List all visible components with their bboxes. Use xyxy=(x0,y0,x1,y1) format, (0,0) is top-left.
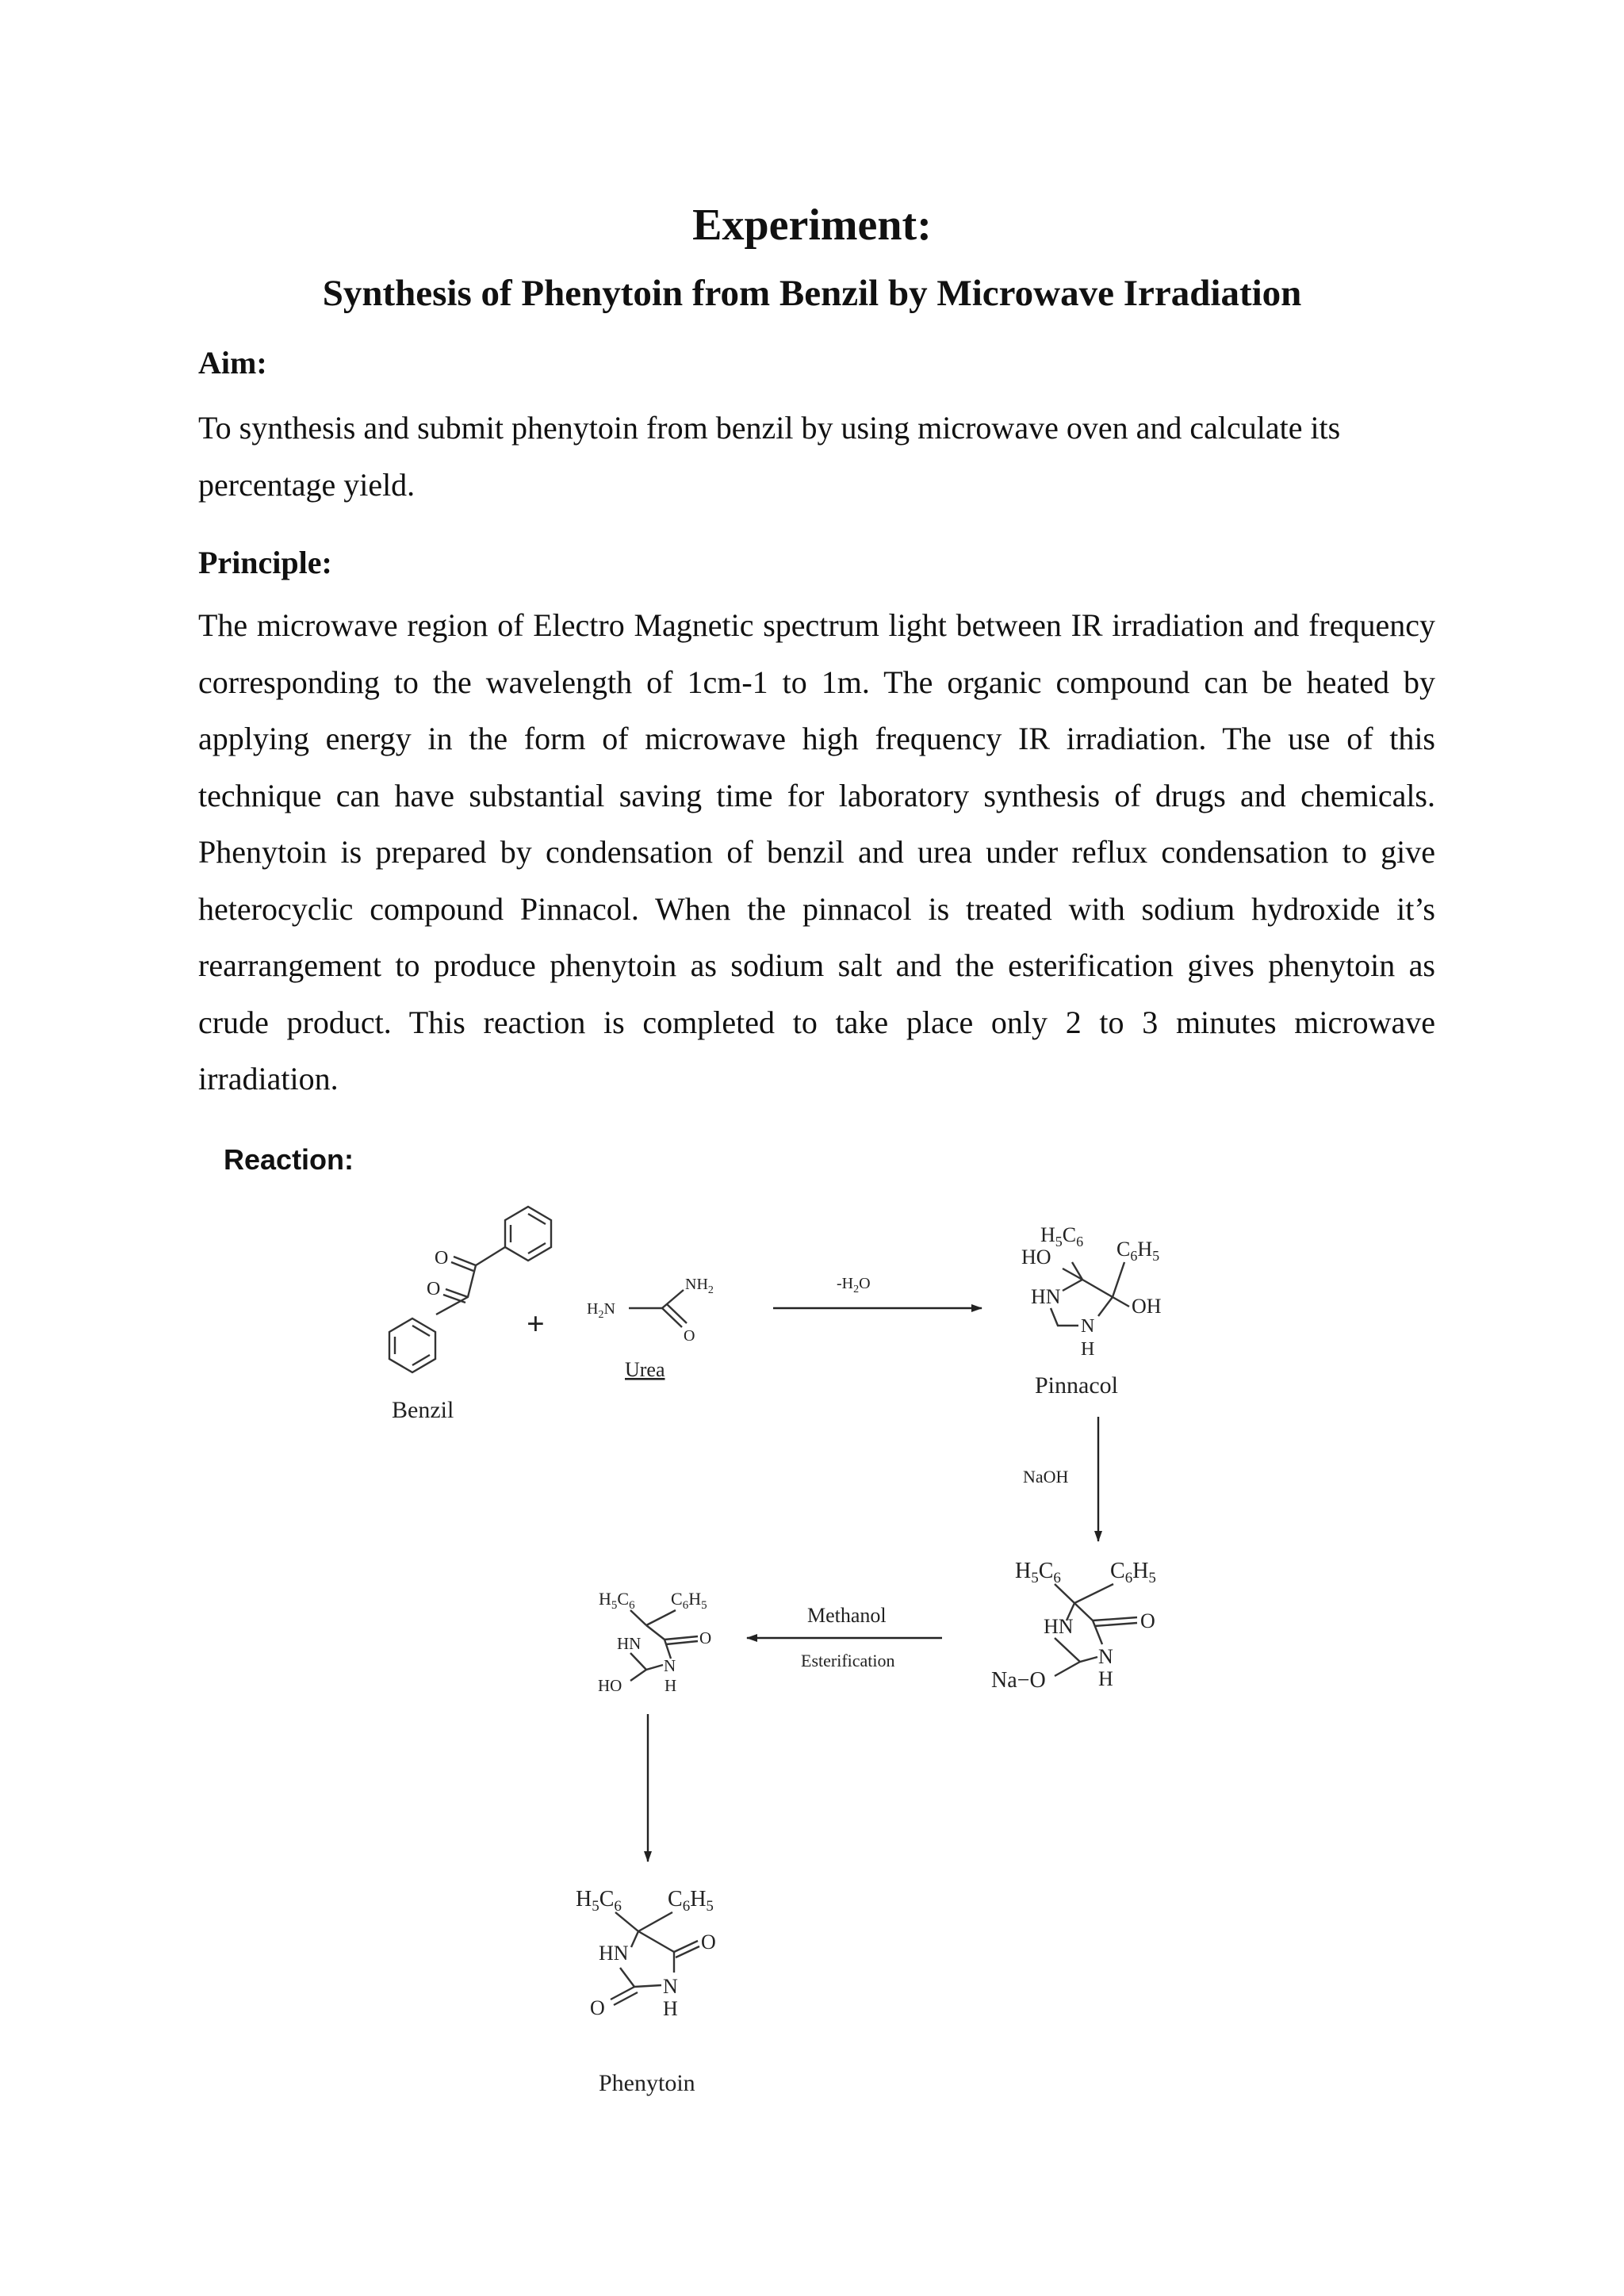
intermediate-ho-label: HO xyxy=(598,1676,622,1695)
sodium-salt-n-label: N xyxy=(1098,1645,1113,1668)
phenytoin-n-label: N xyxy=(663,1975,678,1998)
sodium-salt-bond-c5-n xyxy=(1093,1621,1102,1644)
principle-heading: Principle: xyxy=(198,545,332,580)
document-title: Experiment: xyxy=(692,201,932,250)
phenytoin-carbonyl-2-double xyxy=(614,1992,638,2005)
intermediate-h-label: H xyxy=(665,1676,677,1695)
phenytoin-bond-c6h5 xyxy=(638,1912,672,1931)
urea-name: Urea xyxy=(625,1358,665,1381)
intermediate-n-label: N xyxy=(664,1656,676,1675)
phenytoin-carbonyl-1-double xyxy=(676,1946,699,1957)
pinnacol-oh-label: OH xyxy=(1132,1295,1162,1318)
base-condition: NaOH xyxy=(1023,1467,1069,1487)
pinnacol-name: Pinnacol xyxy=(1035,1372,1118,1399)
phenytoin-oxygen-2-label: O xyxy=(590,1996,605,2019)
pinnacol-hn-label: HN xyxy=(1031,1285,1061,1308)
phenytoin-bond-c4-c5 xyxy=(638,1931,674,1952)
urea-carbonyl-double xyxy=(667,1304,687,1323)
phenytoin-h-label: H xyxy=(663,1997,678,2020)
sodium-salt-h5c6-label: $H_5C_6$ xyxy=(1015,1559,1061,1586)
sodium-salt-bond-c6h5 xyxy=(1074,1584,1113,1603)
sodium-salt-structure xyxy=(991,1559,1156,1693)
intermediate-structure xyxy=(598,1589,711,1695)
sodium-salt-bond-c-o xyxy=(1055,1662,1080,1676)
phenytoin-c6h5-label: $C_6H_5$ xyxy=(668,1887,714,1915)
pinnacol-bond-c4-hn xyxy=(1063,1280,1082,1291)
urea-oxygen: O xyxy=(684,1327,695,1345)
phenytoin-bond-c4-hn xyxy=(631,1931,638,1947)
intermediate-bond-c-oh xyxy=(630,1670,646,1681)
phenytoin-carbonyl-2 xyxy=(611,1987,634,1999)
urea-carbonyl xyxy=(662,1308,682,1327)
sodium-salt-c6h5-label: $C_6H_5$ xyxy=(1110,1559,1156,1586)
sodium-salt-bond-h5c6 xyxy=(1055,1584,1074,1603)
intermediate-bond-c6h5 xyxy=(646,1610,676,1625)
pinnacol-ho-label: HO xyxy=(1021,1246,1051,1269)
water-loss-condition: $-H_2O$ xyxy=(837,1275,871,1295)
urea-right-bond xyxy=(662,1290,684,1308)
intermediate-bond-ring-n xyxy=(630,1653,663,1670)
sodium-salt-bond-ring-n xyxy=(1055,1638,1097,1662)
benzil-oxygen-2: O xyxy=(427,1279,441,1299)
sodium-salt-h-label: H xyxy=(1098,1667,1113,1690)
principle-text: The microwave region of Electro Magnetic spectrum light between IR irradiation and frequency corresponding to the wavelength of 1cm-1 to 1m. The organic compound can be heated by applying energy in the form of microwave high frequency IR irradiation. The use of this technique can have substantial saving time for laboratory synthesis of drugs and chemicals. Phenytoin is prepared by condensation of benzil and urea under reflux condensation to give heterocyclic compound Pinnacol. When the pinnacol is treated with sodium hydroxide it’s rearrangement to produce phenytoin as sodium salt and the esterification gives phenytoin as crude product. This reaction is completed to take place only 2 to 3 minutes microwave irradiation. xyxy=(198,607,1435,1096)
sodium-salt-na-o-label: Na−O xyxy=(991,1668,1046,1693)
pinnacol-bond-c5-c6h5 xyxy=(1113,1262,1124,1297)
sodium-salt-carbonyl xyxy=(1093,1617,1137,1621)
urea-right-amine: $NH_2$ xyxy=(685,1276,714,1296)
intermediate-h5c6-label: $H_5C_6$ xyxy=(599,1589,635,1612)
intermediate-c6h5-label: $C_6H_5$ xyxy=(671,1589,707,1612)
sodium-salt-bond-c4-c5 xyxy=(1074,1603,1093,1621)
benzil-oxygen-1: O xyxy=(435,1248,449,1269)
pinnacol-n-label: N xyxy=(1081,1316,1095,1337)
aim-heading: Aim: xyxy=(198,345,267,381)
pinnacol-h5c6-label: $H_5C_6$ xyxy=(1040,1223,1084,1249)
phenytoin-carbonyl-1 xyxy=(674,1941,698,1952)
urea-structure xyxy=(587,1276,714,1381)
intermediate-carbonyl xyxy=(665,1636,698,1640)
intermediate-oxygen-label: O xyxy=(699,1628,712,1647)
phenytoin-name: Phenytoin xyxy=(599,2070,695,2096)
phenytoin-bond-ring-n xyxy=(620,1968,661,1987)
document-subtitle: Synthesis of Phenytoin from Benzil by Microwave Irradiation xyxy=(322,273,1302,314)
phenytoin-hn-label: HN xyxy=(599,1942,629,1965)
pinnacol-bond-c4-c5 xyxy=(1082,1280,1113,1297)
intermediate-carbonyl-double xyxy=(666,1641,698,1644)
phenytoin-structure xyxy=(576,1887,716,2096)
intermediate-hn-label: HN xyxy=(617,1634,642,1653)
pinnacol-h-label: H xyxy=(1081,1339,1095,1360)
pinnacol-structure xyxy=(1021,1223,1162,1399)
process-condition: Esterification xyxy=(801,1651,895,1670)
intermediate-bond-c4-c5 xyxy=(646,1625,665,1640)
pinnacol-bond-hn-ch2-n xyxy=(1051,1308,1078,1326)
sodium-salt-carbonyl-double xyxy=(1094,1623,1137,1626)
aim-text: To synthesis and submit phenytoin from benzil by using microwave oven and calculate its percentage yield. xyxy=(198,410,1341,503)
phenytoin-bond-h5c6 xyxy=(615,1912,638,1931)
reaction-heading: Reaction: xyxy=(224,1143,354,1176)
sodium-salt-oxygen-label: O xyxy=(1140,1609,1155,1632)
sodium-salt-hn-label: HN xyxy=(1044,1615,1074,1638)
solvent-condition: Methanol xyxy=(807,1604,887,1627)
pinnacol-bond-c5-n xyxy=(1098,1297,1113,1316)
phenytoin-h5c6-label: $H_5C_6$ xyxy=(576,1887,622,1915)
benzil-name: Benzil xyxy=(392,1397,454,1423)
phenytoin-oxygen-1-label: O xyxy=(701,1931,716,1954)
urea-left-amine: $H_2N$ xyxy=(587,1300,615,1321)
intermediate-bond-h5c6 xyxy=(630,1610,646,1625)
plus-sign: + xyxy=(527,1306,545,1341)
pinnacol-bond-c5-oh xyxy=(1113,1297,1129,1307)
pinnacol-c6h5-label: $C_6H_5$ xyxy=(1116,1238,1160,1264)
